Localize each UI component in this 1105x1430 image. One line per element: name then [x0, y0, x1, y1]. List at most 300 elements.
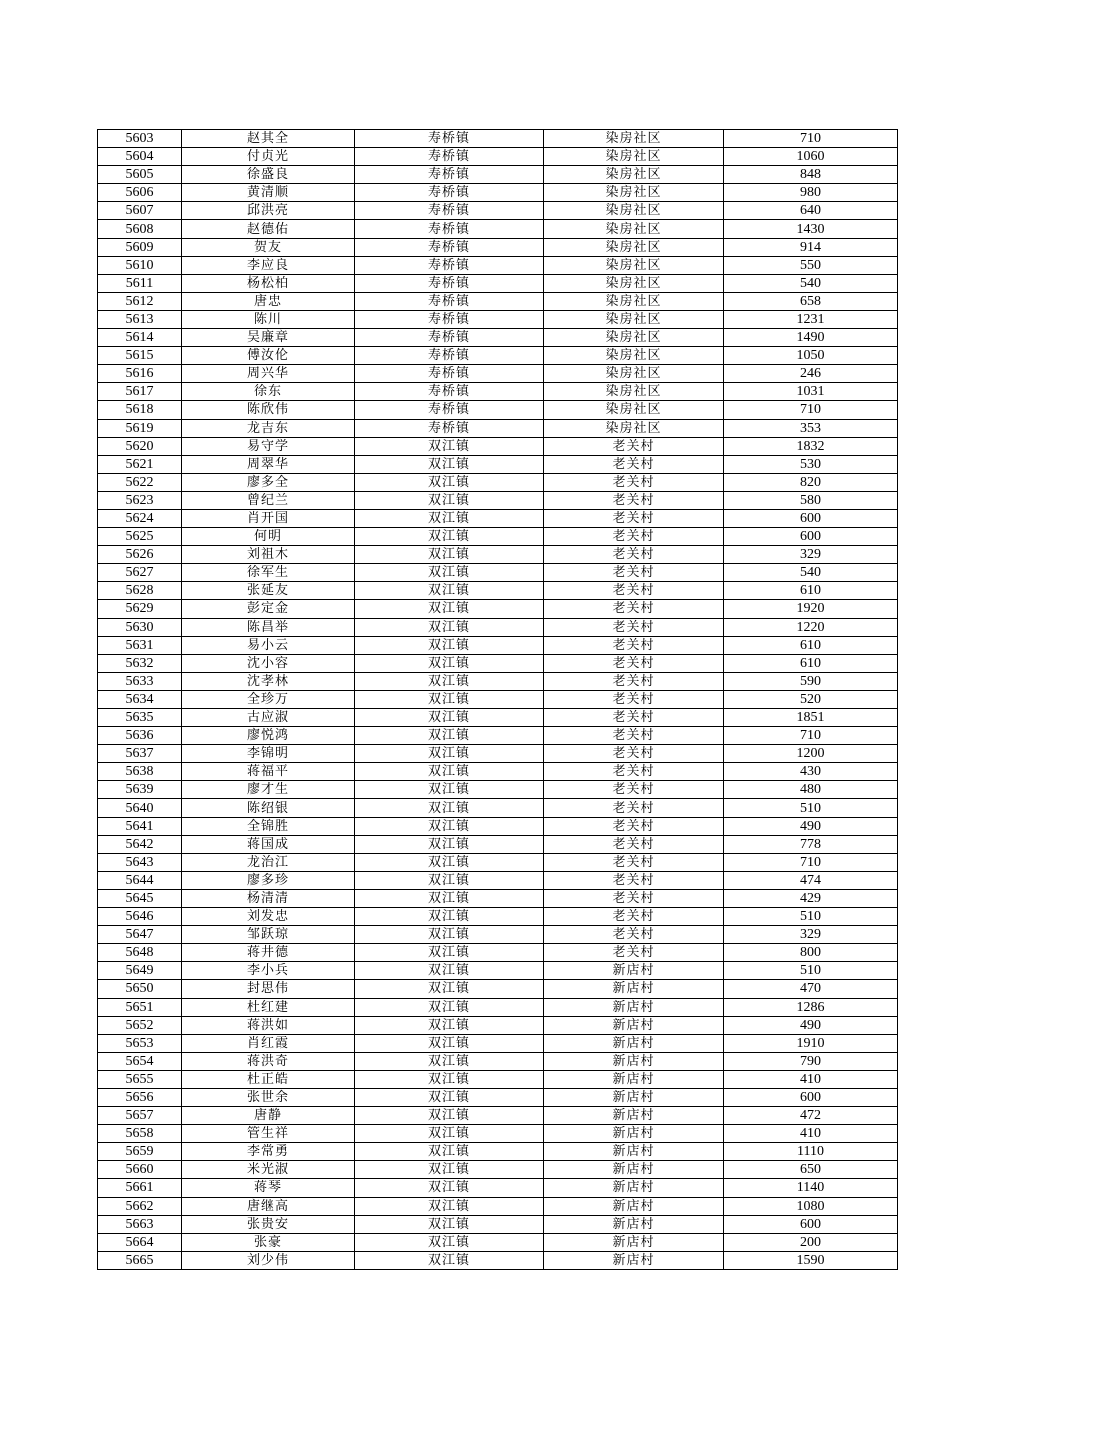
- village-cell: 老关村: [544, 908, 724, 926]
- row-number-cell: 5659: [98, 1143, 182, 1161]
- town-cell: 双江镇: [355, 473, 544, 491]
- town-cell: 寿桥镇: [355, 148, 544, 166]
- row-number-cell: 5644: [98, 871, 182, 889]
- amount-cell: 640: [724, 202, 898, 220]
- name-cell: 易小云: [182, 636, 355, 654]
- amount-cell: 530: [724, 455, 898, 473]
- amount-cell: 820: [724, 473, 898, 491]
- table-row: [98, 1251, 898, 1269]
- village-cell: 新店村: [544, 1070, 724, 1088]
- town-cell: 双江镇: [355, 763, 544, 781]
- town-cell: 双江镇: [355, 889, 544, 907]
- table-row: [98, 130, 898, 148]
- village-cell: 新店村: [544, 1251, 724, 1269]
- table-row: [98, 944, 898, 962]
- village-cell: 新店村: [544, 1215, 724, 1233]
- row-number-cell: 5615: [98, 347, 182, 365]
- village-cell: 老关村: [544, 709, 724, 727]
- town-cell: 双江镇: [355, 654, 544, 672]
- town-cell: 寿桥镇: [355, 130, 544, 148]
- row-number-cell: 5655: [98, 1070, 182, 1088]
- table-row: [98, 799, 898, 817]
- village-cell: 新店村: [544, 1088, 724, 1106]
- town-cell: 双江镇: [355, 618, 544, 636]
- town-cell: 双江镇: [355, 1179, 544, 1197]
- name-cell: 唐忠: [182, 292, 355, 310]
- table-row: [98, 1052, 898, 1070]
- town-cell: 双江镇: [355, 998, 544, 1016]
- row-number-cell: 5661: [98, 1179, 182, 1197]
- table-row: [98, 347, 898, 365]
- table-row: [98, 709, 898, 727]
- amount-cell: 1050: [724, 347, 898, 365]
- amount-cell: 1231: [724, 310, 898, 328]
- name-cell: 徐盛良: [182, 166, 355, 184]
- table-row: [98, 329, 898, 347]
- name-cell: 李常勇: [182, 1143, 355, 1161]
- row-number-cell: 5606: [98, 184, 182, 202]
- village-cell: 老关村: [544, 582, 724, 600]
- name-cell: 肖红霞: [182, 1034, 355, 1052]
- amount-cell: 600: [724, 509, 898, 527]
- town-cell: 双江镇: [355, 437, 544, 455]
- name-cell: 刘祖木: [182, 546, 355, 564]
- table-row: [98, 401, 898, 419]
- row-number-cell: 5642: [98, 835, 182, 853]
- village-cell: 老关村: [544, 654, 724, 672]
- town-cell: 寿桥镇: [355, 256, 544, 274]
- name-cell: 米光淑: [182, 1161, 355, 1179]
- village-cell: 染房社区: [544, 347, 724, 365]
- village-cell: 染房社区: [544, 166, 724, 184]
- table-row: [98, 1107, 898, 1125]
- table-row: [98, 220, 898, 238]
- table-row: [98, 998, 898, 1016]
- town-cell: 寿桥镇: [355, 401, 544, 419]
- town-cell: 双江镇: [355, 781, 544, 799]
- name-cell: 张世余: [182, 1088, 355, 1106]
- village-cell: 老关村: [544, 509, 724, 527]
- table-row: [98, 763, 898, 781]
- village-cell: 新店村: [544, 1125, 724, 1143]
- row-number-cell: 5648: [98, 944, 182, 962]
- name-cell: 全珍万: [182, 690, 355, 708]
- amount-cell: 430: [724, 763, 898, 781]
- village-cell: 老关村: [544, 600, 724, 618]
- village-cell: 老关村: [544, 817, 724, 835]
- name-cell: 徐东: [182, 383, 355, 401]
- amount-cell: 790: [724, 1052, 898, 1070]
- town-cell: 寿桥镇: [355, 419, 544, 437]
- amount-cell: 1910: [724, 1034, 898, 1052]
- amount-cell: 710: [724, 130, 898, 148]
- table-row: [98, 509, 898, 527]
- row-number-cell: 5614: [98, 329, 182, 347]
- name-cell: 蒋琴: [182, 1179, 355, 1197]
- name-cell: 古应淑: [182, 709, 355, 727]
- amount-cell: 600: [724, 1215, 898, 1233]
- amount-cell: 1430: [724, 220, 898, 238]
- village-cell: 新店村: [544, 1197, 724, 1215]
- town-cell: 双江镇: [355, 1016, 544, 1034]
- town-cell: 寿桥镇: [355, 329, 544, 347]
- row-number-cell: 5662: [98, 1197, 182, 1215]
- row-number-cell: 5645: [98, 889, 182, 907]
- amount-cell: 800: [724, 944, 898, 962]
- row-number-cell: 5629: [98, 600, 182, 618]
- amount-cell: 470: [724, 980, 898, 998]
- name-cell: 龙吉东: [182, 419, 355, 437]
- row-number-cell: 5604: [98, 148, 182, 166]
- amount-cell: 490: [724, 1016, 898, 1034]
- name-cell: 邱洪亮: [182, 202, 355, 220]
- table-row: [98, 1088, 898, 1106]
- town-cell: 寿桥镇: [355, 220, 544, 238]
- row-number-cell: 5632: [98, 654, 182, 672]
- row-number-cell: 5636: [98, 727, 182, 745]
- town-cell: 双江镇: [355, 871, 544, 889]
- village-cell: 染房社区: [544, 256, 724, 274]
- town-cell: 寿桥镇: [355, 347, 544, 365]
- row-number-cell: 5609: [98, 238, 182, 256]
- amount-cell: 710: [724, 853, 898, 871]
- table-row: [98, 365, 898, 383]
- amount-cell: 429: [724, 889, 898, 907]
- table-row: [98, 727, 898, 745]
- row-number-cell: 5657: [98, 1107, 182, 1125]
- town-cell: 双江镇: [355, 1052, 544, 1070]
- village-cell: 染房社区: [544, 310, 724, 328]
- table-row: [98, 166, 898, 184]
- name-cell: 何明: [182, 528, 355, 546]
- table-row: [98, 292, 898, 310]
- amount-cell: 650: [724, 1161, 898, 1179]
- village-cell: 新店村: [544, 1107, 724, 1125]
- amount-cell: 590: [724, 672, 898, 690]
- name-cell: 蒋洪如: [182, 1016, 355, 1034]
- name-cell: 周翠华: [182, 455, 355, 473]
- village-cell: 老关村: [544, 763, 724, 781]
- amount-cell: 1832: [724, 437, 898, 455]
- town-cell: 双江镇: [355, 944, 544, 962]
- amount-cell: 710: [724, 401, 898, 419]
- town-cell: 双江镇: [355, 1233, 544, 1251]
- name-cell: 刘发忠: [182, 908, 355, 926]
- row-number-cell: 5650: [98, 980, 182, 998]
- table-row: [98, 889, 898, 907]
- row-number-cell: 5633: [98, 672, 182, 690]
- row-number-cell: 5620: [98, 437, 182, 455]
- table-row: [98, 310, 898, 328]
- table-row: [98, 636, 898, 654]
- name-cell: 陈欣伟: [182, 401, 355, 419]
- amount-cell: 200: [724, 1233, 898, 1251]
- row-number-cell: 5656: [98, 1088, 182, 1106]
- village-cell: 老关村: [544, 491, 724, 509]
- table-row: [98, 564, 898, 582]
- amount-cell: 848: [724, 166, 898, 184]
- name-cell: 邹跃琼: [182, 926, 355, 944]
- row-number-cell: 5653: [98, 1034, 182, 1052]
- table-row: [98, 1233, 898, 1251]
- amount-cell: 600: [724, 528, 898, 546]
- village-cell: 染房社区: [544, 238, 724, 256]
- town-cell: 双江镇: [355, 1251, 544, 1269]
- name-cell: 管生祥: [182, 1125, 355, 1143]
- village-cell: 新店村: [544, 962, 724, 980]
- name-cell: 易守学: [182, 437, 355, 455]
- table-row: [98, 1179, 898, 1197]
- village-cell: 老关村: [544, 835, 724, 853]
- row-number-cell: 5605: [98, 166, 182, 184]
- name-cell: 龙治江: [182, 853, 355, 871]
- town-cell: 双江镇: [355, 709, 544, 727]
- town-cell: 双江镇: [355, 980, 544, 998]
- row-number-cell: 5613: [98, 310, 182, 328]
- town-cell: 双江镇: [355, 926, 544, 944]
- row-number-cell: 5654: [98, 1052, 182, 1070]
- row-number-cell: 5649: [98, 962, 182, 980]
- row-number-cell: 5665: [98, 1251, 182, 1269]
- village-cell: 老关村: [544, 799, 724, 817]
- row-number-cell: 5628: [98, 582, 182, 600]
- name-cell: 廖多全: [182, 473, 355, 491]
- row-number-cell: 5621: [98, 455, 182, 473]
- amount-cell: 510: [724, 799, 898, 817]
- village-cell: 老关村: [544, 636, 724, 654]
- row-number-cell: 5634: [98, 690, 182, 708]
- name-cell: 吴廉章: [182, 329, 355, 347]
- amount-cell: 1140: [724, 1179, 898, 1197]
- name-cell: 杜红建: [182, 998, 355, 1016]
- amount-cell: 914: [724, 238, 898, 256]
- table-row: [98, 1215, 898, 1233]
- town-cell: 双江镇: [355, 1107, 544, 1125]
- name-cell: 蒋洪奇: [182, 1052, 355, 1070]
- village-cell: 老关村: [544, 437, 724, 455]
- village-cell: 新店村: [544, 1034, 724, 1052]
- row-number-cell: 5610: [98, 256, 182, 274]
- town-cell: 双江镇: [355, 1125, 544, 1143]
- row-number-cell: 5663: [98, 1215, 182, 1233]
- village-cell: 老关村: [544, 853, 724, 871]
- table-row: [98, 455, 898, 473]
- name-cell: 付贞光: [182, 148, 355, 166]
- village-cell: 老关村: [544, 781, 724, 799]
- town-cell: 双江镇: [355, 1143, 544, 1161]
- table-row: [98, 437, 898, 455]
- row-number-cell: 5616: [98, 365, 182, 383]
- name-cell: 贺友: [182, 238, 355, 256]
- row-number-cell: 5611: [98, 274, 182, 292]
- town-cell: 双江镇: [355, 799, 544, 817]
- village-cell: 染房社区: [544, 148, 724, 166]
- village-cell: 染房社区: [544, 383, 724, 401]
- table-row: [98, 419, 898, 437]
- row-number-cell: 5640: [98, 799, 182, 817]
- row-number-cell: 5641: [98, 817, 182, 835]
- town-cell: 寿桥镇: [355, 166, 544, 184]
- name-cell: 赵德佑: [182, 220, 355, 238]
- row-number-cell: 5608: [98, 220, 182, 238]
- village-cell: 新店村: [544, 1052, 724, 1070]
- amount-cell: 353: [724, 419, 898, 437]
- name-cell: 沈孝林: [182, 672, 355, 690]
- town-cell: 双江镇: [355, 491, 544, 509]
- amount-cell: 474: [724, 871, 898, 889]
- table-body: [98, 130, 898, 1270]
- table-row: [98, 908, 898, 926]
- village-cell: 染房社区: [544, 401, 724, 419]
- amount-cell: 1110: [724, 1143, 898, 1161]
- town-cell: 双江镇: [355, 600, 544, 618]
- name-cell: 张延友: [182, 582, 355, 600]
- village-cell: 新店村: [544, 1143, 724, 1161]
- town-cell: 寿桥镇: [355, 274, 544, 292]
- village-cell: 染房社区: [544, 202, 724, 220]
- table-row: [98, 1016, 898, 1034]
- row-number-cell: 5631: [98, 636, 182, 654]
- amount-cell: 329: [724, 546, 898, 564]
- village-cell: 新店村: [544, 1179, 724, 1197]
- amount-cell: 410: [724, 1125, 898, 1143]
- amount-cell: 329: [724, 926, 898, 944]
- table-row: [98, 582, 898, 600]
- town-cell: 双江镇: [355, 1088, 544, 1106]
- row-number-cell: 5626: [98, 546, 182, 564]
- town-cell: 寿桥镇: [355, 365, 544, 383]
- row-number-cell: 5618: [98, 401, 182, 419]
- row-number-cell: 5630: [98, 618, 182, 636]
- name-cell: 杨清清: [182, 889, 355, 907]
- amount-cell: 710: [724, 727, 898, 745]
- amount-cell: 980: [724, 184, 898, 202]
- town-cell: 双江镇: [355, 908, 544, 926]
- village-cell: 老关村: [544, 926, 724, 944]
- table-row: [98, 853, 898, 871]
- name-cell: 李应良: [182, 256, 355, 274]
- name-cell: 蒋国成: [182, 835, 355, 853]
- name-cell: 唐静: [182, 1107, 355, 1125]
- name-cell: 周兴华: [182, 365, 355, 383]
- table-row: [98, 202, 898, 220]
- name-cell: 杜正皓: [182, 1070, 355, 1088]
- table-row: [98, 184, 898, 202]
- amount-cell: 472: [724, 1107, 898, 1125]
- village-cell: 老关村: [544, 690, 724, 708]
- table-row: [98, 980, 898, 998]
- name-cell: 彭定金: [182, 600, 355, 618]
- village-cell: 染房社区: [544, 419, 724, 437]
- amount-cell: 550: [724, 256, 898, 274]
- town-cell: 双江镇: [355, 564, 544, 582]
- amount-cell: 510: [724, 962, 898, 980]
- name-cell: 傅汝伦: [182, 347, 355, 365]
- amount-cell: 600: [724, 1088, 898, 1106]
- name-cell: 黄清顺: [182, 184, 355, 202]
- amount-cell: 410: [724, 1070, 898, 1088]
- row-number-cell: 5664: [98, 1233, 182, 1251]
- village-cell: 染房社区: [544, 130, 724, 148]
- town-cell: 双江镇: [355, 455, 544, 473]
- town-cell: 双江镇: [355, 528, 544, 546]
- village-cell: 老关村: [544, 546, 724, 564]
- row-number-cell: 5658: [98, 1125, 182, 1143]
- town-cell: 寿桥镇: [355, 202, 544, 220]
- amount-cell: 1851: [724, 709, 898, 727]
- table-row: [98, 600, 898, 618]
- table-row: [98, 1161, 898, 1179]
- row-number-cell: 5627: [98, 564, 182, 582]
- row-number-cell: 5651: [98, 998, 182, 1016]
- amount-cell: 1920: [724, 600, 898, 618]
- village-cell: 染房社区: [544, 184, 724, 202]
- town-cell: 双江镇: [355, 1161, 544, 1179]
- amount-cell: 1220: [724, 618, 898, 636]
- village-cell: 老关村: [544, 889, 724, 907]
- amount-cell: 1200: [724, 745, 898, 763]
- amount-cell: 480: [724, 781, 898, 799]
- village-cell: 老关村: [544, 672, 724, 690]
- amount-cell: 1286: [724, 998, 898, 1016]
- village-cell: 老关村: [544, 528, 724, 546]
- name-cell: 蒋井德: [182, 944, 355, 962]
- table-row: [98, 1197, 898, 1215]
- village-cell: 染房社区: [544, 220, 724, 238]
- name-cell: 肖开国: [182, 509, 355, 527]
- village-cell: 新店村: [544, 1016, 724, 1034]
- table-row: [98, 256, 898, 274]
- table-row: [98, 1070, 898, 1088]
- town-cell: 双江镇: [355, 727, 544, 745]
- row-number-cell: 5612: [98, 292, 182, 310]
- amount-cell: 1590: [724, 1251, 898, 1269]
- table-row: [98, 962, 898, 980]
- amount-cell: 580: [724, 491, 898, 509]
- village-cell: 老关村: [544, 473, 724, 491]
- village-cell: 染房社区: [544, 292, 724, 310]
- town-cell: 双江镇: [355, 853, 544, 871]
- town-cell: 双江镇: [355, 690, 544, 708]
- amount-cell: 778: [724, 835, 898, 853]
- village-cell: 新店村: [544, 980, 724, 998]
- table-row: [98, 1034, 898, 1052]
- table-row: [98, 238, 898, 256]
- row-number-cell: 5647: [98, 926, 182, 944]
- town-cell: 寿桥镇: [355, 383, 544, 401]
- town-cell: 双江镇: [355, 835, 544, 853]
- table-row: [98, 690, 898, 708]
- amount-cell: 520: [724, 690, 898, 708]
- table-row: [98, 654, 898, 672]
- amount-cell: 510: [724, 908, 898, 926]
- name-cell: 蒋福平: [182, 763, 355, 781]
- name-cell: 杨松柏: [182, 274, 355, 292]
- data-table: [97, 129, 898, 1270]
- table-row: [98, 491, 898, 509]
- table-row: [98, 528, 898, 546]
- row-number-cell: 5619: [98, 419, 182, 437]
- name-cell: 徐军生: [182, 564, 355, 582]
- table-row: [98, 817, 898, 835]
- row-number-cell: 5638: [98, 763, 182, 781]
- table-row: [98, 871, 898, 889]
- village-cell: 新店村: [544, 1233, 724, 1251]
- table-row: [98, 383, 898, 401]
- table-row: [98, 274, 898, 292]
- name-cell: 廖多珍: [182, 871, 355, 889]
- village-cell: 染房社区: [544, 365, 724, 383]
